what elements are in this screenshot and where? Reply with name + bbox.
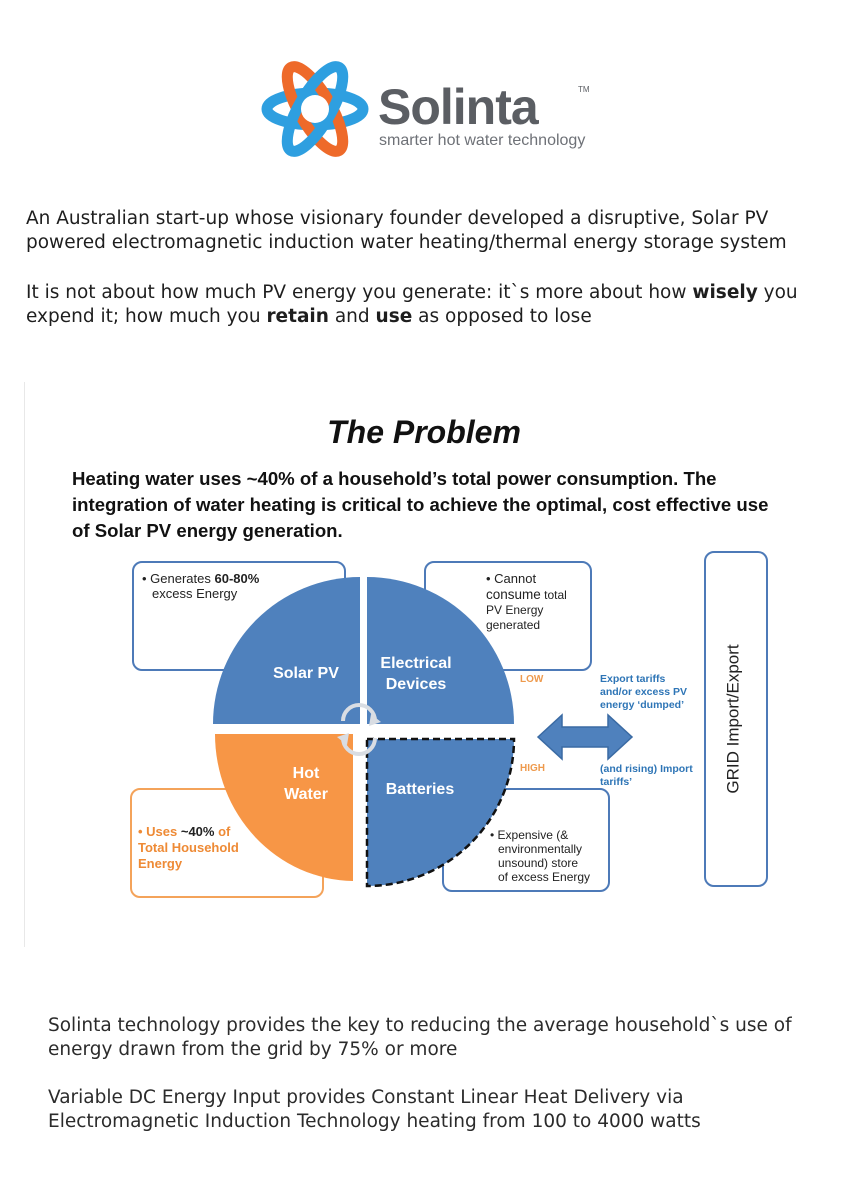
hot-water-quadrant [215, 734, 353, 881]
divider-line [24, 382, 25, 947]
import-note: (and rising) Import tariffs’ [600, 763, 693, 788]
batteries-label: Batteries [385, 781, 455, 798]
problem-title: The Problem [327, 414, 521, 450]
low-label: LOW [520, 674, 544, 685]
batteries-quadrant [367, 739, 514, 886]
electrical-devices-label: Electrical Devices [380, 655, 452, 693]
hot-water-label: Hot Water [284, 765, 328, 803]
uses-40-box: • Uses ~40% of Total Household Energy [130, 788, 324, 898]
expensive-box: • Expensive (& environmentally unsound) store of excess Energy [442, 788, 610, 892]
energy-quadrant-diagram [205, 576, 525, 896]
trademark: TM [578, 85, 590, 94]
high-label: HIGH [520, 763, 545, 774]
problem-subtitle: Heating water uses ~40% of a household’s total power consumption. The integration of water heating is critical to achieve the optimal, cost effective use of Solar PV energy generation. [72, 468, 769, 541]
outro-paragraph-2: Variable DC Energy Input provides Constant Linear Heat Delivery via Electromagnetic Induction Technology heating from 100 to 4000 watts [48, 1087, 701, 1132]
brand-tagline: smarter hot water technology [379, 132, 586, 149]
solar-pv-label: Solar PV [273, 665, 339, 682]
generates-box: • Generates 60-80% excess Energy [132, 561, 346, 671]
brand-name: Solinta [378, 79, 538, 135]
export-note: Export tariffs and/or excess PV energy ‘dumped’ [600, 673, 687, 711]
outro-paragraph-1: Solinta technology provides the key to reducing the average household`s use of energy drawn from the grid by 75% or more [48, 1015, 792, 1060]
intro-paragraph-2: It is not about how much PV energy you generate: it`s more about how wisely you expend it; how much you retain and use as opposed to lose [26, 282, 798, 327]
electrical-devices-quadrant [367, 577, 514, 724]
intro-paragraph-1: An Australian start-up whose visionary founder developed a disruptive, Solar PV powered electromagnetic induction water heating/thermal energy storage system [26, 208, 787, 253]
double-arrow-icon [536, 712, 634, 762]
solinta-logo-icon [258, 52, 372, 166]
cannot-consume-box: • Cannot consume total PV Energy generated [424, 561, 592, 671]
solar-pv-quadrant [213, 577, 360, 724]
grid-label: GRID Import/Export [723, 644, 743, 794]
